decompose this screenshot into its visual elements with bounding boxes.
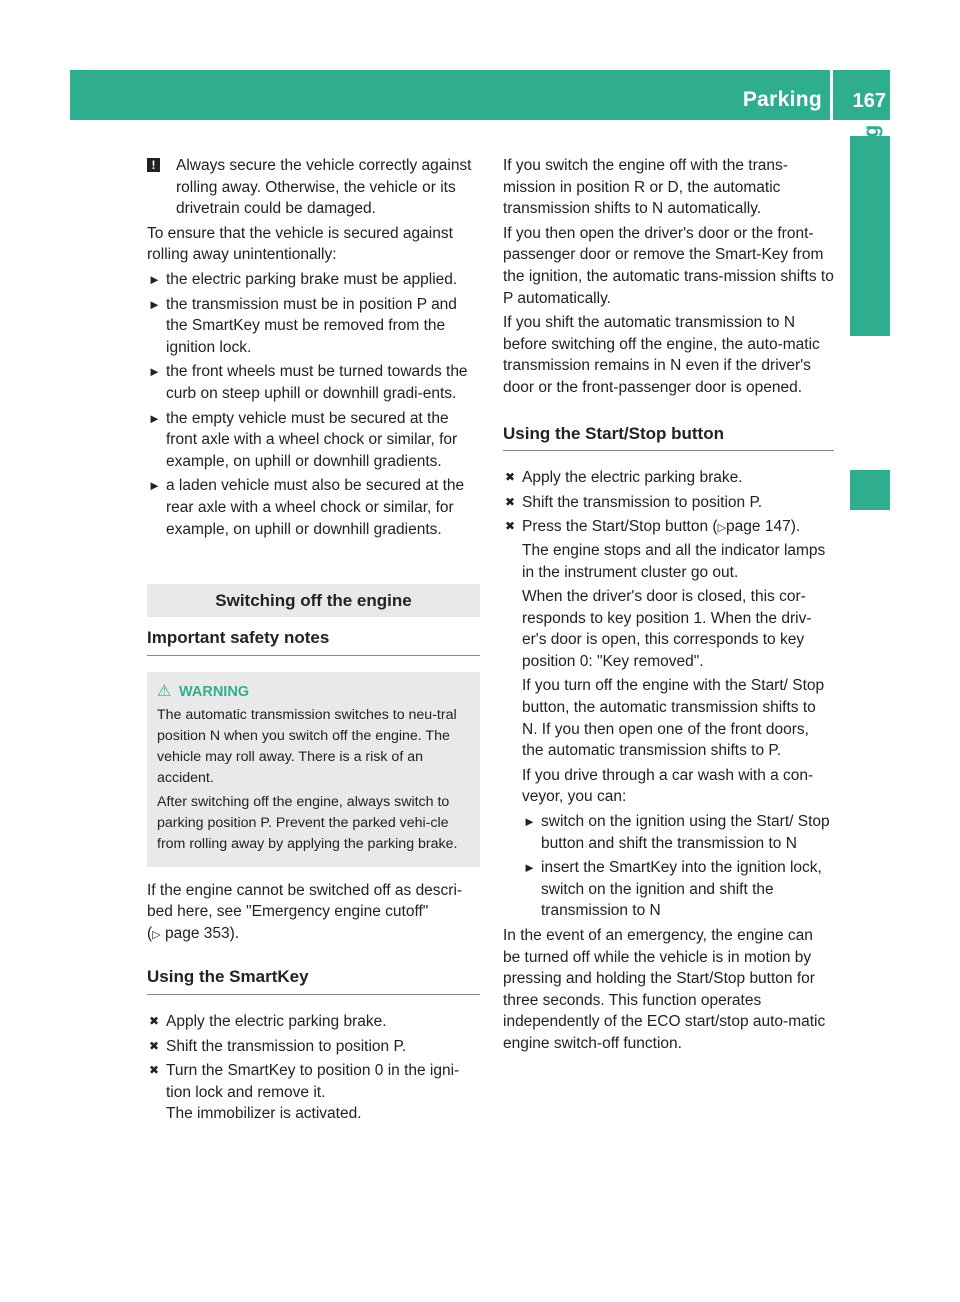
page-reference[interactable]: page 147). <box>726 518 801 536</box>
list-item: ✖ Press the Start/Stop button (▷page 147). The engine stops and all the indicator lamps in the instrument cluster go out. When the driver's door is closed, this cor-responds to key position 1. When the driv-er's door is open, this corresponds to key position 0: "Key removed". If you turn off the engine with the Start/ Stop button, the automatic transmission shifts to N. If you then open one of the front doors, the automatic transmission shifts to P. If you drive through a car wash with a con-veyor, you can: ► switch on the ignition using the Start/ Stop button and shift the transmission to N ► insert the SmartKey into the ignition lock, switch on the ignition and shift the transmission to N <box>503 516 834 922</box>
warning-text: After switching off the engine, always switch to parking position P. Prevent the parked vehi-cle from rolling away by applying the parking brake. <box>157 793 458 852</box>
list-item: ✖ Shift the transmission to position P. <box>503 492 834 514</box>
warning-text: The automatic transmission switches to neu-tral position N when you switch off the engine. The vehicle may roll away. There is a risk of an accident. <box>157 706 457 786</box>
side-tab-label: Driving and parking <box>860 124 883 322</box>
emergency-text: If the engine cannot be switched off as descri-bed here, see "Emergency engine cutoff" (▷ page 353). <box>147 881 463 942</box>
bullet-icon: ► <box>148 271 161 287</box>
step-arrow-icon: ✖ <box>149 1063 160 1078</box>
start-stop-steps <box>503 467 834 922</box>
list-item: ✖ Apply the electric parking brake. <box>503 467 834 489</box>
list-item: ► the empty vehicle must be secured at the front axle with a wheel chock or similar, for example, on uphill or downhill gradients. <box>148 409 458 470</box>
step-arrow-icon: ✖ <box>505 494 516 509</box>
step-arrow-icon: ✖ <box>149 1014 160 1029</box>
paragraph: If you drive through a car wash with a con-veyor, you can: <box>522 766 814 806</box>
list-item: ► the front wheels must be turned towards the curb on steep uphill or downhill gradi-ents. <box>148 363 468 402</box>
header-title: Parking <box>742 88 822 111</box>
page-header <box>70 70 890 120</box>
notice <box>147 155 480 220</box>
car-wash-options <box>522 811 834 922</box>
notice-text: Always secure the vehicle correctly against rolling away. Otherwise, the vehicle or its drivetrain could be damaged. <box>176 157 472 218</box>
intro-text: To ensure that the vehicle is secured against rolling away unintentionally: <box>147 224 453 264</box>
requirements-list <box>147 269 480 540</box>
paragraph: If you turn off the engine with the Start/ Stop button, the automatic transmission shifts to N. If you then open one of the front doors, the automatic transmission shifts to P. <box>522 677 825 760</box>
subheading-start-stop: Using the Start/Stop button <box>503 423 834 452</box>
list-item: ► the transmission must be in position P and the SmartKey must be removed from the ignition lock. <box>148 295 457 356</box>
bullet-icon: ► <box>148 296 161 312</box>
warning-box <box>147 672 480 867</box>
list-item: ► a laden vehicle must also be secured at the rear axle with a wheel chock or similar, for example, on uphill or downhill gradients. <box>148 477 465 538</box>
step-arrow-icon: ✖ <box>505 470 516 485</box>
bullet-icon: ► <box>523 814 536 830</box>
right-column <box>503 155 834 1058</box>
list-item: ► insert the SmartKey into the ignition lock, switch on the ignition and shift the transmission to N <box>523 859 822 920</box>
bullet-icon: ► <box>148 364 161 380</box>
closing-paragraph: In the event of an emergency, the engine can be turned off while the vehicle is in motion by pressing and holding the Start/Stop button for three seconds. This function operates independently of the ECO start/stop auto-matic engine switch-off function. <box>503 927 826 1052</box>
step-arrow-icon: ✖ <box>149 1038 160 1053</box>
exclamation-icon: ! <box>147 158 160 172</box>
warning-title: ⚠ WARNING <box>157 682 250 700</box>
page-reference-icon: ▷ <box>152 928 161 941</box>
side-marker <box>850 470 890 510</box>
bullet-icon: ► <box>523 860 536 876</box>
list-item: ✖ Shift the transmission to position P. <box>147 1036 480 1058</box>
bullet-icon: ► <box>148 410 161 426</box>
subheading-smartkey: Using the SmartKey <box>147 966 480 995</box>
paragraph: If you switch the engine off with the trans-mission in position R or D, the automatic transmission shifts to N automatically. <box>503 157 788 218</box>
step-arrow-icon: ✖ <box>505 519 516 534</box>
warning-triangle-icon: ⚠ <box>157 682 172 700</box>
header-separator <box>830 70 833 120</box>
paragraph: If you shift the automatic transmission to N before switching off the engine, the auto-matic transmission remains in N even if the driver's door or the front-passenger door is opened. <box>503 314 820 396</box>
paragraph: If you then open the driver's door or the front-passenger door or remove the Smart-Key from the ignition, the automatic trans-mission shifts to P automatically. <box>503 224 834 307</box>
left-column <box>147 155 480 1128</box>
page-reference[interactable]: page 353). <box>164 924 240 942</box>
subheading-safety-notes: Important safety notes <box>147 627 480 656</box>
paragraph: When the driver's door is closed, this cor-responds to key position 1. When the driv-er's door is open, this corresponds to key position 0: "Key removed". <box>522 588 812 670</box>
page-reference-icon: ▷ <box>717 522 727 535</box>
step-result: The engine stops and all the indicator lamps in the instrument cluster go out. <box>522 541 826 581</box>
section-title: Switching off the engine <box>147 584 480 617</box>
bullet-icon: ► <box>148 478 161 494</box>
list-item: ✖ Turn the SmartKey to position 0 in the igni-tion lock and remove it. The immobilizer is activated. <box>149 1062 460 1123</box>
smartkey-steps <box>147 1011 480 1125</box>
list-item: ► the electric parking brake must be applied. <box>147 269 480 291</box>
list-item: ✖ Apply the electric parking brake. <box>147 1011 480 1033</box>
list-item: ► switch on the ignition using the Start/ Stop button and shift the transmission to N <box>523 813 830 852</box>
step-result: The immobilizer is activated. <box>166 1105 362 1123</box>
page-number: 167 <box>852 90 886 112</box>
